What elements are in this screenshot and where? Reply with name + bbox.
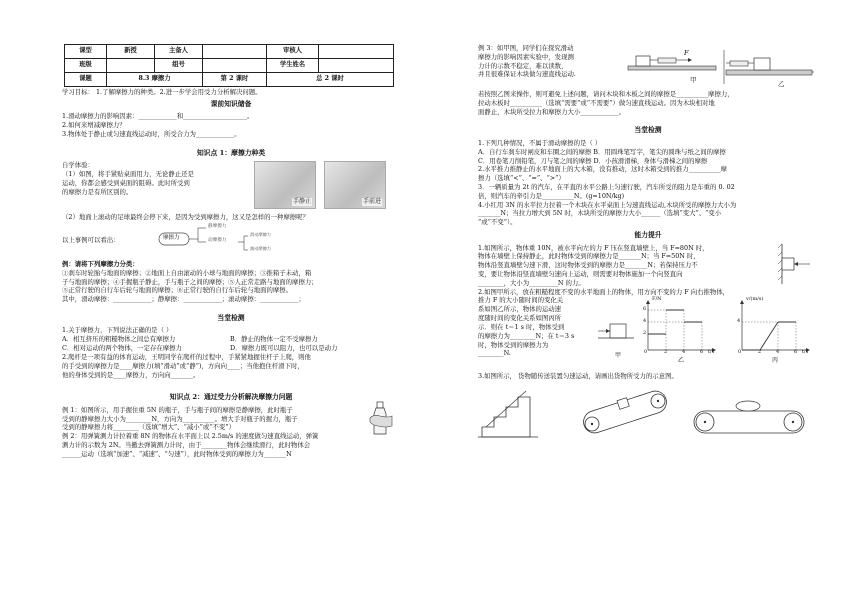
- photo-caption: 手静止: [292, 197, 311, 205]
- tick-label: 4: [682, 349, 686, 356]
- cell: [107, 59, 155, 73]
- tree-node: 动摩擦力: [208, 237, 227, 243]
- text-line: 例 2：用弹簧测力计拉着重 8N 的物体在水平面上以 2.5m/s 的速度做匀速直线运动，弹簧: [62, 432, 319, 441]
- text-line: 其中，滑动摩擦：____________；静摩擦：____________；滚动摩擦：____________；: [62, 295, 305, 304]
- text-line: ⑤正常行驶的自行车后轮与地面的摩擦；⑥正常行驶的自行车后轮与地面的摩擦。: [62, 286, 293, 295]
- text-line: 系如图乙所示，物体的运动速: [478, 305, 562, 314]
- learning-goal: 学习目标： 1.了解摩擦力的种类。2.进一步学会用受力分析解决问题。: [62, 88, 262, 96]
- tick-label: 6: [700, 349, 704, 356]
- question: 3．一辆质量为 2t 的汽车，在平直的水平公路上匀速行驶，汽车所受的阻力是车重的 0. 02: [478, 183, 735, 191]
- cell: 8.3 摩擦力: [107, 73, 203, 87]
- cell: 学生姓名: [267, 59, 319, 73]
- text-line: 例 1：如图所示，用手握住重 5N 的瓶子，手与瓶子间的摩擦是静摩擦，此时瓶子: [62, 405, 293, 414]
- question: ________，大小为_________N 的力。: [478, 278, 585, 287]
- text-line: 拉动木板时__________（选填“需要”或“不需要”）做匀速直线运动。因为木块相对地: [478, 98, 715, 107]
- text-line: 推力 F 的大小随时间的变化关: [478, 296, 564, 305]
- question: 2.水平推力推静止的水平地面上的大木箱，没有推动，这时木箱受到的推力__________摩: [478, 165, 727, 174]
- force-time-graph: [638, 298, 718, 358]
- question: 1.关于摩擦力，下列说法正确的是（ ）: [62, 326, 173, 335]
- hand-static-photo: [254, 161, 316, 209]
- text-line: 受到的静摩擦力大小为________N，方向为__________。增大手对瓶子的握力，瓶子: [62, 414, 298, 423]
- fig-label: 乙: [678, 357, 685, 365]
- text-line: 的摩擦力为________N；在 t＝3 s: [478, 331, 575, 340]
- cell: [203, 45, 267, 59]
- section-title: 知识点 1：摩擦力种类: [196, 148, 266, 157]
- fig-label: 甲: [690, 76, 697, 84]
- section-title: 能力提升: [634, 231, 662, 240]
- wall-block-figure: [776, 244, 816, 284]
- option: C．用卷笔刀削铅笔，刀与笔之间的摩擦 D．小孩滑滑梯，身体与滑梯之间的摩擦: [478, 156, 708, 165]
- tree-node: 滚动摩擦力: [250, 245, 271, 251]
- text-line: 测力计的示数为 2N。当撤去弹簧测力计时，由于________物体会继续滑行，此时物体会: [62, 441, 311, 450]
- prep-line: 1.滑动摩擦力的影响因素：____________和____________________。: [62, 112, 254, 121]
- question: 他的身体受到的是____摩擦力，方向向_______。: [62, 370, 200, 379]
- cell: 课型: [65, 45, 107, 59]
- tick-label: 6: [643, 306, 647, 313]
- cell: [319, 59, 394, 73]
- question: 擦力（选填“<”、“=”、“>”）: [478, 174, 565, 183]
- prep-line: 2.如何来增减摩擦力？: [62, 121, 126, 130]
- tick-label: 0: [644, 349, 648, 356]
- option: D．摩擦力既可以阻力，也可以是动力: [230, 344, 338, 353]
- option: A．自行车刹车时闸皮和车圈之间的摩擦 B．用圆珠笔写字，笔尖的圆珠与纸之间的摩擦: [478, 147, 726, 156]
- question: ”或“不变”）。: [478, 218, 517, 227]
- question: 2.如图甲所示，放在粗糙程度不变的水平地面上的物体，用方向不变的力 F 向右推物体，: [478, 287, 730, 296]
- text-line: 时，物体受到的摩擦力为: [478, 340, 549, 349]
- axis-label: F/N: [652, 296, 662, 303]
- cell: 课题: [65, 73, 107, 87]
- question: 物体在墙壁上保持静止，此时物体受到的摩擦力是_______N；当 F=50N 时，: [478, 252, 700, 261]
- axis-label: t/s: [802, 349, 809, 356]
- bottle-hand-figure: [368, 400, 394, 436]
- cell: 总 2 课时: [267, 73, 394, 87]
- option: B．静止的物体一定不受摩擦力: [230, 335, 318, 344]
- question: 倍，则汽车的牵引力是__________N。(g=10N/kg): [478, 191, 625, 200]
- option: C．相对运动的两个物体，一定存在摩擦力: [62, 344, 182, 353]
- text-line: （2）地面上滚动的足球最终会停下来，是因为受到摩擦力，这又是怎样的一种摩擦呢？: [62, 213, 309, 222]
- question: _______N；当拉力增大到 5N 时，木块所受的摩擦力大小______（选填“变大”、“变小: [478, 209, 722, 218]
- cell: 第 2 课时: [203, 73, 267, 87]
- section-title: 当堂检测: [634, 126, 662, 135]
- section-title: 知识点 2：通过受力分析解决摩擦力问题: [169, 393, 293, 402]
- push-block-figure: [596, 316, 636, 356]
- cell: 组号: [155, 59, 203, 73]
- friction-tree: [62, 222, 400, 256]
- text-line: 摩擦力的影响因素实验中，发现测: [478, 52, 574, 61]
- tick-label: 6: [794, 349, 798, 356]
- question: 3.如图所示， 货物随传送装置匀速运动，请画出货物所受力的示意图。: [478, 372, 678, 381]
- tree-node: 静摩擦力: [208, 223, 227, 229]
- header-table: [64, 44, 394, 87]
- tick-label: 4: [776, 349, 780, 356]
- cell: [319, 45, 394, 59]
- text-line: ______运动（选填“加速”、“减速”、“匀速”），此时物体受到的摩擦力为_______N: [62, 449, 292, 458]
- question: 1.下列几种情况，不属于滑动摩擦的是（ ）: [478, 138, 602, 147]
- axis-label: v/(m/s): [746, 296, 764, 303]
- velocity-time-graph: [732, 298, 812, 358]
- question: 物体沿竖直墙壁匀速下滑，这时物体受到的摩擦力是_______N；若保持压力不: [478, 261, 698, 270]
- tree-root: 摩擦力: [163, 234, 180, 241]
- text-line: 运动，你都会感受到桌面的阻碍。此时所受到: [62, 178, 190, 187]
- text-line: 若按照乙图来操作，则可避免上述问题，请问木块和木板之间的摩擦是__________摩擦力，: [478, 90, 734, 98]
- section-title: 课前知识储备: [210, 99, 252, 108]
- fig-label: 乙: [778, 80, 785, 88]
- cell: 班级: [65, 59, 107, 73]
- text-line: 自学体验：: [62, 161, 94, 170]
- fig-label: 丙: [772, 357, 779, 365]
- text-line: 受到的静摩擦力将________（选填“增大”、“减小”或“不变”）: [62, 423, 235, 432]
- tick-label: 4: [643, 318, 647, 325]
- text-line: 并且很难保证木块做匀速直线运动.: [478, 70, 576, 79]
- axis-label: t/s: [708, 349, 715, 356]
- text-line: 度随时间的变化关系如图丙所: [478, 314, 562, 323]
- text-line: ①刹车时轮胎与地面的摩擦；②地面上自由滚动的小球与地面的摩擦；③推箱子未动，箱: [62, 268, 312, 277]
- example-title: 例：请将下列摩擦力分类：: [62, 259, 139, 268]
- text-line: （1）如图，将手紧贴桌面用力，无论静止还是: [62, 169, 194, 178]
- cell: 新授: [107, 45, 155, 59]
- text-line: 面静止，木块所受拉力和摩擦力大小____________。: [478, 107, 625, 116]
- text-line: 例 3：如甲图，同学们在探究滑动: [478, 44, 574, 52]
- fig-label: 甲: [615, 352, 622, 360]
- photo-caption: 手前进: [362, 197, 381, 205]
- prep-line: 3.物体处于静止或匀速直线运动时，所受合力为____________。: [62, 129, 241, 138]
- section-title: 当堂检测: [217, 314, 245, 323]
- tick-label: 4: [737, 318, 741, 325]
- text-line: 的摩擦力是有所区别的。: [62, 187, 133, 196]
- text-line: 以上事例可以看出：: [62, 235, 120, 244]
- tick-label: 2: [664, 349, 668, 356]
- question: 变，要让物体沿竖直墙壁匀速向上运动，则需要对物体施加一个向竖直向: [478, 270, 683, 278]
- question: 1.如图所示，物体重 10N，被水平向左的力 F 压在竖直墙壁上，当 F=80N 时，: [478, 243, 709, 252]
- hand-moving-photo: [324, 161, 386, 209]
- k1-block: [62, 161, 400, 221]
- text-line: 示．则在 t＝1 s 时，物体受到: [478, 322, 565, 331]
- conveyor-figures: [478, 387, 818, 443]
- tree-node: 滑动摩擦力: [250, 231, 271, 237]
- right-column: [478, 44, 818, 446]
- friction-experiment-figure: [626, 44, 816, 90]
- left-column: [62, 44, 400, 459]
- tick-label: 2: [758, 349, 762, 356]
- tick-label: 2: [643, 330, 647, 337]
- question: 2.爬杆是一项有益的体育运动，王明同学在爬杆的过程中，手紧紧地握住杆子上爬，则他: [62, 352, 311, 361]
- cell: 审核人: [267, 45, 319, 59]
- question: 4.小红用 3N 的水平拉力拉着一个木块在水平桌面上匀速直线运动,木块所受的摩擦力大小为: [478, 200, 737, 209]
- question: 的手受到的摩擦力是____摩擦力(填“滑动”或“静”)，方向向____；当他抱住杆滑下时，: [62, 361, 304, 370]
- text-line: ________N.: [478, 349, 511, 358]
- option: A．相互挤压的粗糙物体之间总有摩擦力: [62, 335, 176, 344]
- text-line: 子与地面的摩擦；④手握瓶子静止，手与瓶子之间的摩擦；⑤人正常走路与地面的摩擦力；: [62, 277, 318, 286]
- fig-label: F: [684, 49, 689, 57]
- cell: [203, 59, 267, 73]
- tick-label: 0: [738, 349, 742, 356]
- cell: 主备人: [155, 45, 203, 59]
- text-line: 力计的示数不稳定，难以读数，: [478, 61, 568, 70]
